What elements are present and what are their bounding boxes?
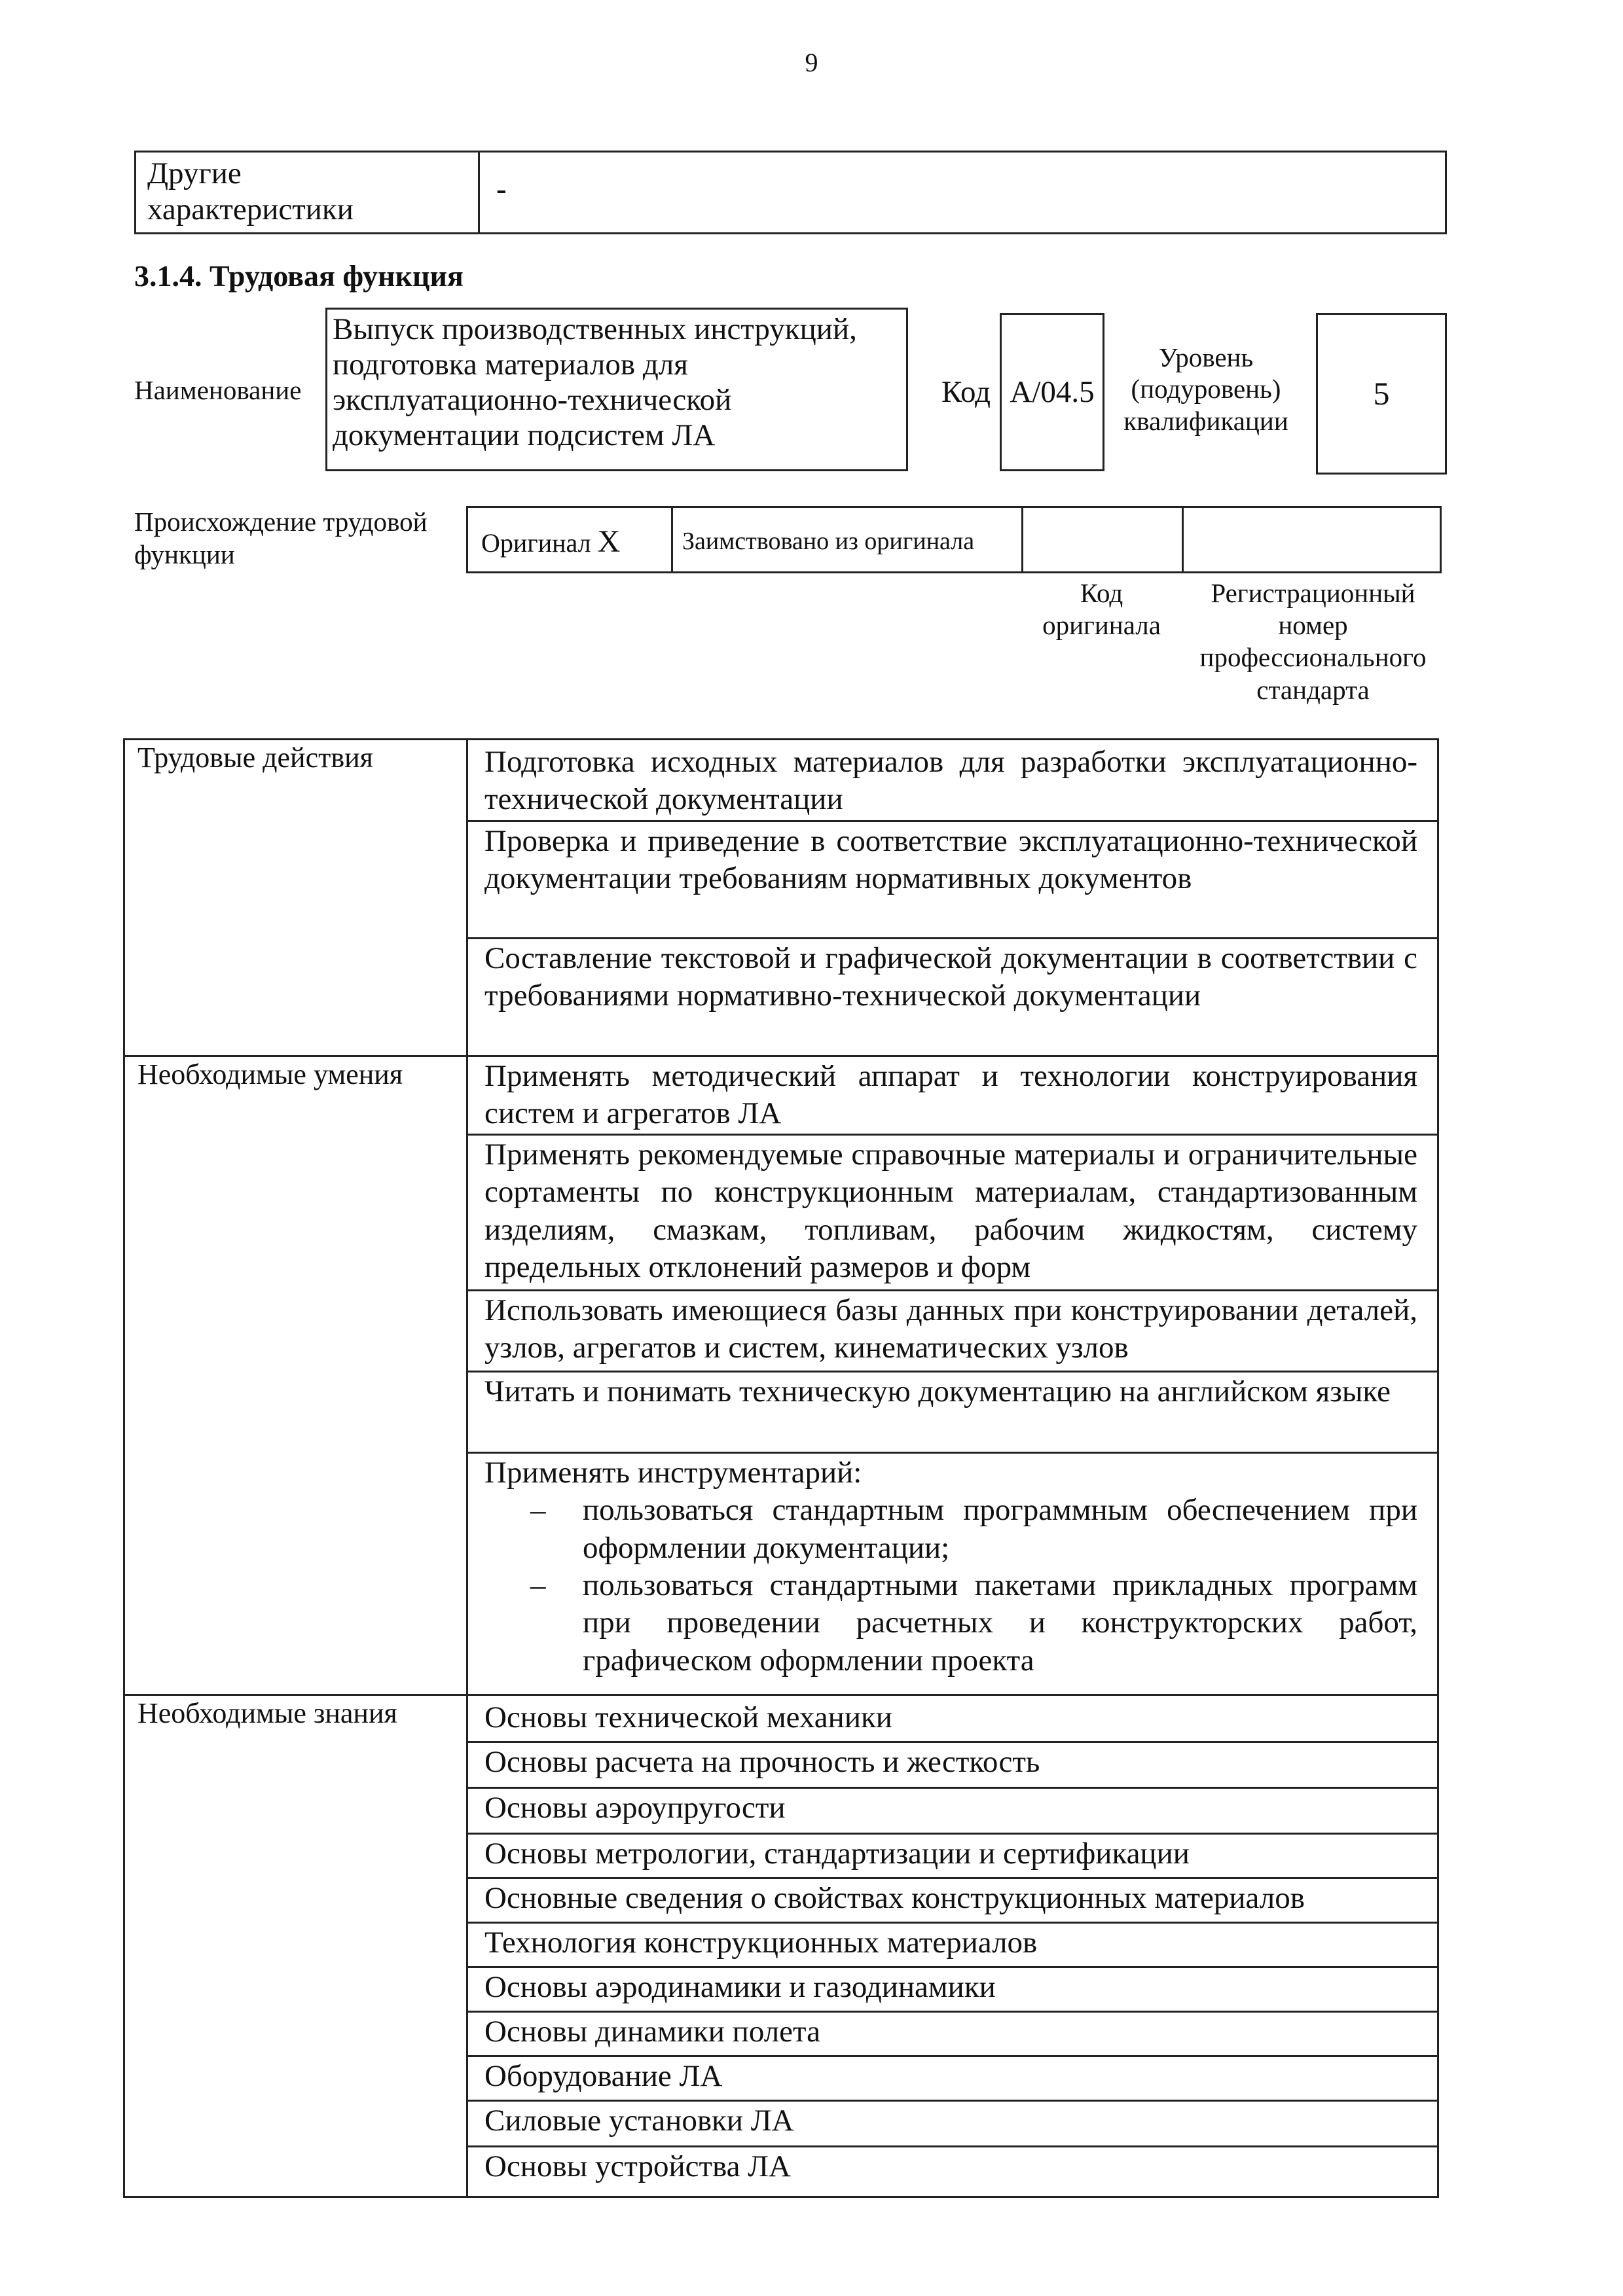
level-label: Уровень (подуровень) квалификации: [1123, 342, 1288, 436]
knowledge-item: Технология конструкционных материалов: [484, 1926, 1038, 1960]
skill-tools-intro: Применять инструментарий:: [484, 1456, 862, 1490]
origin-divider-3: [1182, 506, 1184, 573]
code-value: A/04.5: [1010, 375, 1095, 409]
section-title: 3.1.4. Трудовая функция: [134, 259, 464, 293]
page-number: 9: [805, 48, 818, 77]
skill-item: Читать и понимать техническую документацию на английском языке: [484, 1374, 1391, 1408]
row-divider: [466, 1966, 1439, 1968]
label-knowledge: Необходимые знания: [137, 1697, 397, 1729]
row-divider: [466, 2100, 1439, 2102]
knowledge-item: Силовые установки ЛА: [484, 2104, 794, 2138]
knowledge-item: Основы расчета на прочность и жесткость: [484, 1745, 1040, 1779]
row-divider: [466, 2011, 1439, 2013]
knowledge-item: Основы динамики полета: [484, 2015, 821, 2049]
section-divider-knowledge: [123, 1694, 1439, 1696]
code-label: Код: [941, 375, 991, 409]
skill-tool-item: – пользоваться стандартным программным обеспечением при оформлении документации;: [484, 1492, 1417, 1567]
label-actions: Трудовые действия: [137, 742, 373, 774]
knowledge-item: Основные сведения о свойствах конструкционных материалов: [484, 1881, 1305, 1915]
row-divider: [466, 2145, 1439, 2147]
origin-divider-1: [671, 506, 673, 573]
origin-label: Происхождение трудовой функции: [134, 507, 428, 570]
other-characteristics-value: -: [496, 172, 507, 206]
other-characteristics-divider: [478, 151, 480, 234]
knowledge-item: Основы метрологии, стандартизации и сертификации: [484, 1837, 1190, 1871]
knowledge-item: Оборудование ЛА: [484, 2059, 723, 2093]
action-item: Составление текстовой и графической документации в соответствии с требованиями нормативно-технической документации: [484, 941, 1417, 1013]
origin-borrowed: Заимствовано из оригинала: [682, 528, 975, 555]
origin-original-mark: X: [597, 524, 621, 559]
row-divider: [466, 937, 1439, 939]
row-divider: [466, 1833, 1439, 1835]
row-divider: [466, 1877, 1439, 1879]
knowledge-item: Основы аэроупругости: [484, 1791, 786, 1825]
origin-reg-caption: Регистрационный номер профессионального стандарта: [1199, 578, 1427, 705]
origin-divider-2: [1021, 506, 1023, 573]
origin-code-caption: Код оригинала: [1042, 578, 1161, 641]
main-table-divider: [466, 738, 468, 2198]
skill-tools-list: [484, 1492, 1417, 1679]
row-divider: [466, 820, 1439, 822]
level-value: 5: [1373, 375, 1390, 412]
skill-tool-item: – пользоваться стандартными пакетами прикладных программ при проведении расчетных и конструкторских работ, графическом оформлении проекта: [484, 1567, 1417, 1679]
skill-tools: [484, 1454, 1417, 1679]
row-divider: [466, 1452, 1439, 1454]
row-divider: [466, 2055, 1439, 2057]
naming-value: Выпуск производственных инструкций, подготовка материалов для эксплуатационно-технической документации подсистем ЛА: [333, 312, 857, 453]
action-item: Проверка и приведение в соответствие эксплуатационно-технической документации требованиям нормативных документов: [484, 824, 1417, 896]
naming-label: Наименование: [134, 375, 302, 405]
knowledge-item: Основы аэродинамики и газодинамики: [484, 1970, 996, 2004]
section-divider-skills: [123, 1055, 1439, 1057]
skill-item: Применять рекомендуемые справочные материалы и ограничительные сортаменты по конструкционным материалам, стандартизованным изделиям, смазкам, топливам, рабочим жидкостям, систему предельных отклонений размеров и форм: [484, 1138, 1417, 1284]
row-divider: [466, 1787, 1439, 1789]
knowledge-item: Основы устройства ЛА: [484, 2149, 792, 2183]
other-characteristics-label: Другие характеристики: [147, 156, 354, 227]
row-divider: [466, 1371, 1439, 1372]
origin-original-label: Оригинал: [481, 528, 591, 558]
row-divider: [466, 1289, 1439, 1291]
label-skills: Необходимые умения: [137, 1058, 403, 1090]
row-divider: [466, 1922, 1439, 1924]
action-item: Подготовка исходных материалов для разработки эксплуатационно-технической документации: [484, 745, 1417, 817]
skill-item: Использовать имеющиеся базы данных при конструировании деталей, узлов, агрегатов и систем, кинематических узлов: [484, 1293, 1417, 1365]
row-divider: [466, 1741, 1439, 1743]
row-divider: [466, 1134, 1439, 1136]
skill-item: Применять методический аппарат и технологии конструирования систем и агрегатов ЛА: [484, 1059, 1417, 1131]
origin-original: [481, 524, 620, 561]
knowledge-item: Основы технической механики: [484, 1700, 892, 1734]
